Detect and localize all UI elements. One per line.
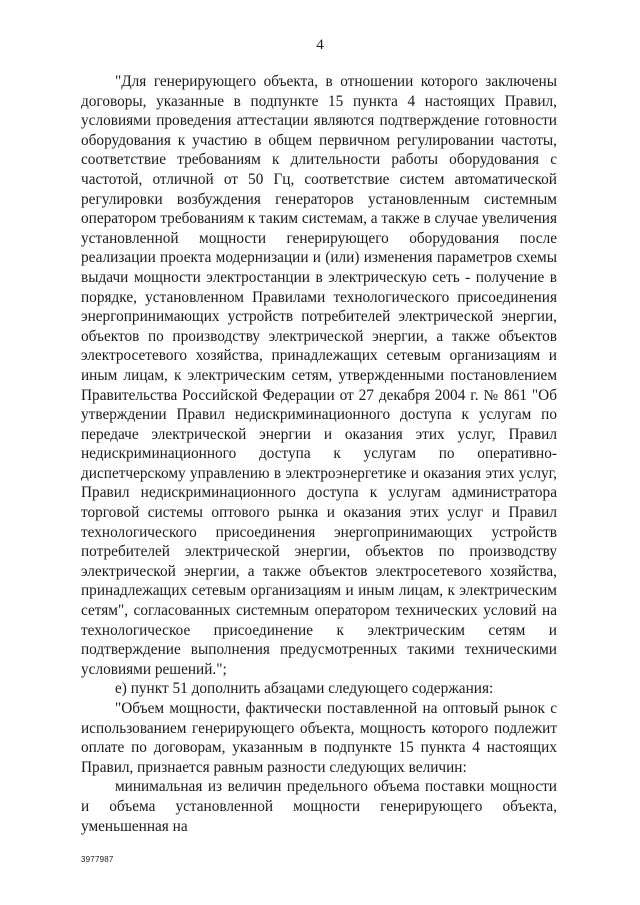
document-code: 3977987 <box>81 855 114 864</box>
paragraph-attestation-conditions: "Для генерирующего объекта, в отношении которого заключены договоры, указанные в подпункте 15 пункта 4 настоящих Правил, условиями проведения аттестации являются подтверждение готовности оборудования к участию в общем первичном регулировании частоты, соответствие требованиям к длительности работы оборудования с частотой, отличной от 50 Гц, соответствие систем автоматической регулировки возбуждения генераторов установленным системным оператором требованиям к таким системам, а также в случае увеличения установленной мощности генерирующего оборудования после реализации проекта модернизации и (или) изменения параметров схемы выдачи мощности электростанции в электрическую сеть - получение в порядке, установленном Правилами технологического присоединения энергопринимающих устройств потребителей электрической энергии, объектов по производству электрической энергии, а также объектов электросетевого хозяйства, принадлежащих сетевым организациям и иным лицам, к электрическим сетям, утвержденными постановлением Правительства Российской Федерации от 27 декабря 2004 г. № 861 "Об утверждении Правил недискриминационного доступа к услугам по передаче электрической энергии и оказания этих услуг, Правил недискриминационного доступа к услугам по оперативно-диспетчерскому управлению в электроэнергетике и оказания этих услуг, Правил недискриминационного доступа к услугам администратора торговой системы оптового рынка и оказания этих услуг и Правил технологического присоединения энергопринимающих устройств потребителей электрической энергии, объектов по производству электрической энергии, а также объектов электросетевого хозяйства, принадлежащих сетевым организациям и иным лицам, к электрическим сетям", согласованных системным оператором технических условий на технологическое присоединение к электрическим сетям и подтверждение выполнения предусмотренных такими техническими условиями решений."; <box>81 73 557 678</box>
paragraph-item-e: е) пункт 51 дополнить абзацами следующего содержания: <box>115 680 494 698</box>
paragraph-minimal-value: минимальная из величин предельного объема поставки мощности и объема установленной мощности генерирующего объекта, уменьшенная на <box>81 778 557 835</box>
page-number: 4 <box>316 37 324 53</box>
document-body <box>81 72 557 836</box>
paragraph-capacity-volume: "Объем мощности, фактически поставленной на оптовый рынок с использованием генерирующего объекта, мощность которого подлежит оплате по договорам, указанным в подпункте 15 пункта 4 настоящих Правил, признается равным разности следующих величин: <box>81 700 557 776</box>
